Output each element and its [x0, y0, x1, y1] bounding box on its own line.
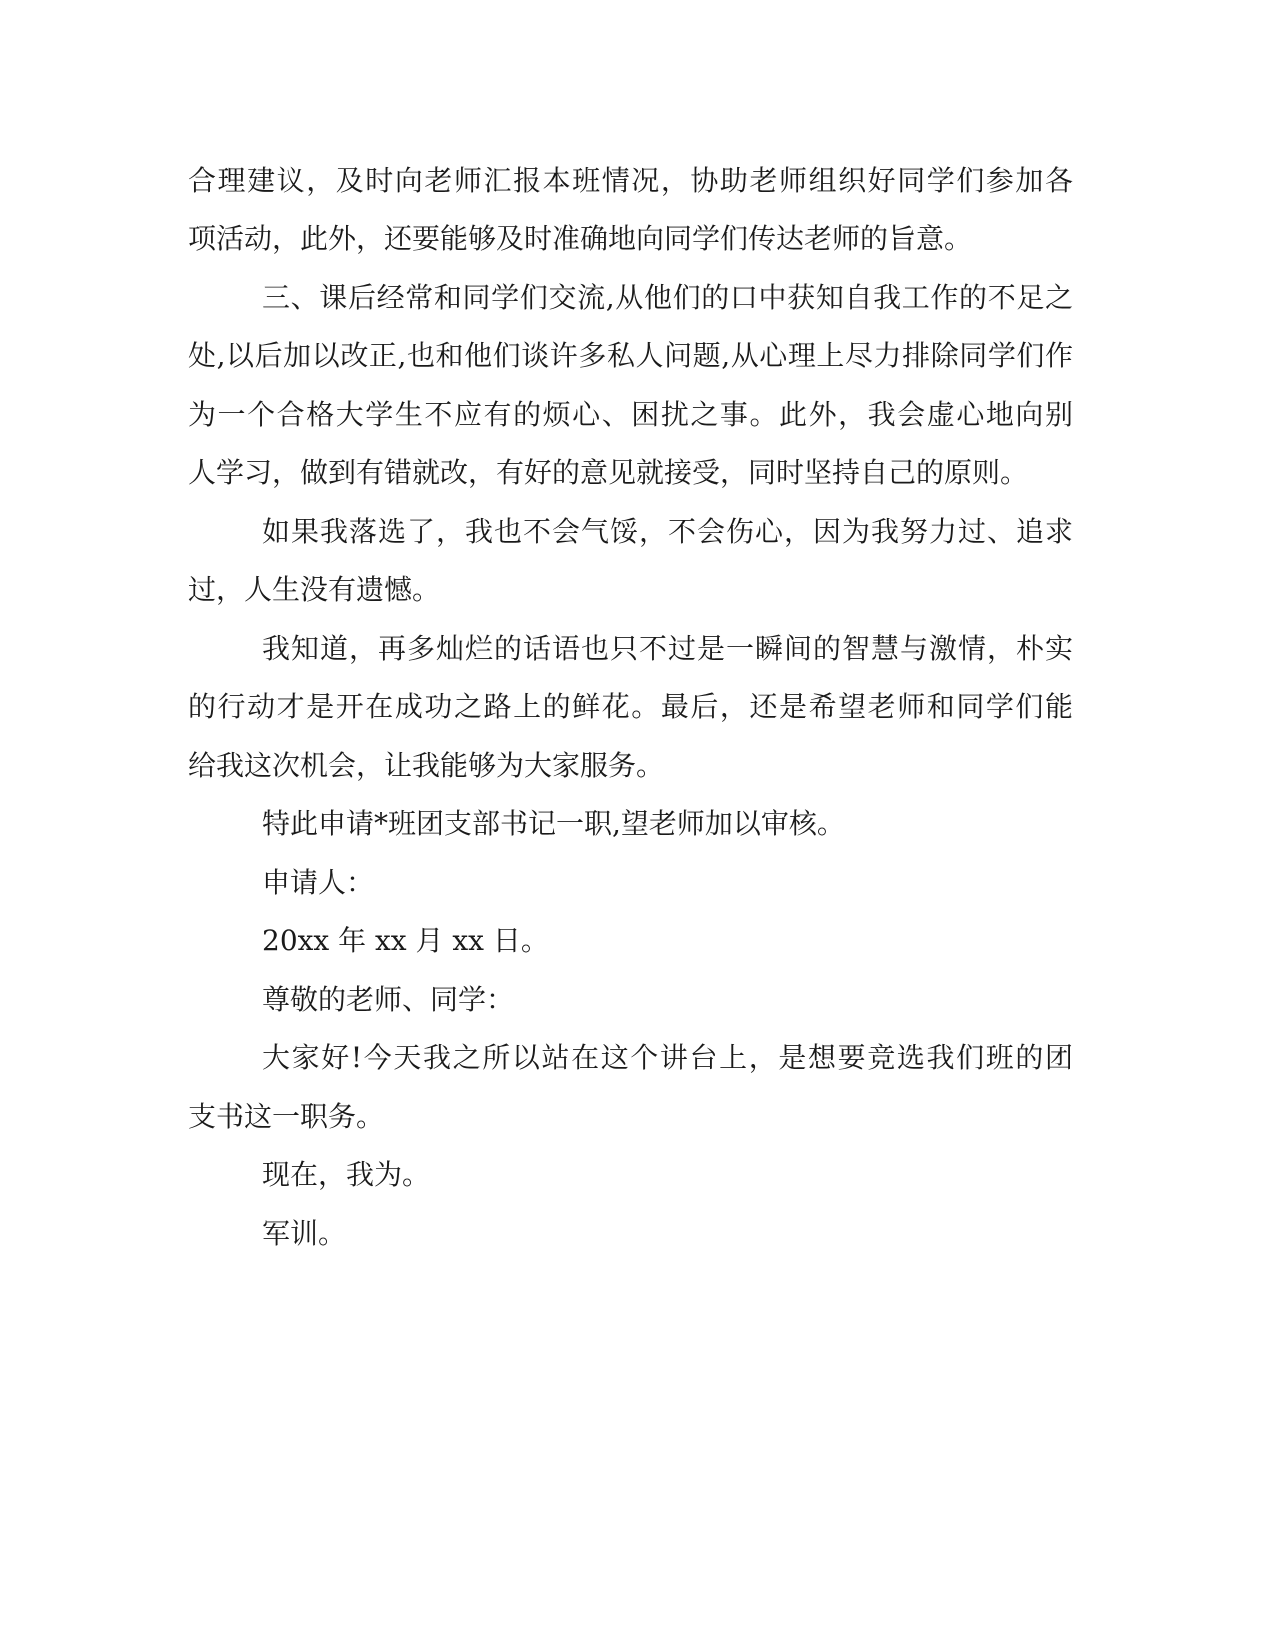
- paragraph-line: 项活动，此外，还要能够及时准确地向同学们传达老师的旨意。: [188, 222, 973, 255]
- paragraph-line: 军训。: [262, 1217, 347, 1250]
- paragraph-line: 过，人生没有遗憾。: [188, 573, 441, 606]
- paragraph-line: 的行动才是开在成功之路上的鲜花。最后，还是希望老师和同学们能: [188, 690, 1073, 723]
- paragraph-line: 合理建议，及时向老师汇报本班情况，协助老师组织好同学们参加各: [188, 164, 1073, 197]
- paragraph-line: 如果我落选了，我也不会气馁，不会伤心，因为我努力过、追求: [262, 515, 1073, 548]
- paragraph-line: 处,以后加以改正,也和他们谈许多私人问题,从心理上尽力排除同学们作: [188, 339, 1073, 372]
- paragraph-line: 大家好!今天我之所以站在这个讲台上，是想要竞选我们班的团: [262, 1041, 1073, 1074]
- paragraph-line: 三、课后经常和同学们交流,从他们的口中获知自我工作的不足之: [262, 281, 1073, 314]
- paragraph-line: 现在，我为。: [262, 1158, 431, 1191]
- paragraph-line: 特此申请*班团支部书记一职,望老师加以审核。: [262, 807, 845, 840]
- salutation: 尊敬的老师、同学：: [262, 983, 515, 1016]
- date-line: 20xx 年 xx 月 xx 日。: [262, 924, 549, 957]
- paragraph-line: 给我这次机会，让我能够为大家服务。: [188, 749, 665, 782]
- paragraph-line: 人学习，做到有错就改，有好的意见就接受，同时坚持自己的原则。: [188, 456, 1029, 489]
- paragraph-line: 为一个合格大学生不应有的烦心、困扰之事。此外，我会虚心地向别: [188, 398, 1073, 431]
- applicant-label: 申请人：: [262, 866, 375, 899]
- paragraph-line: 支书这一职务。: [188, 1100, 385, 1133]
- paragraph-line: 我知道，再多灿烂的话语也只不过是一瞬间的智慧与激情，朴实: [262, 632, 1073, 665]
